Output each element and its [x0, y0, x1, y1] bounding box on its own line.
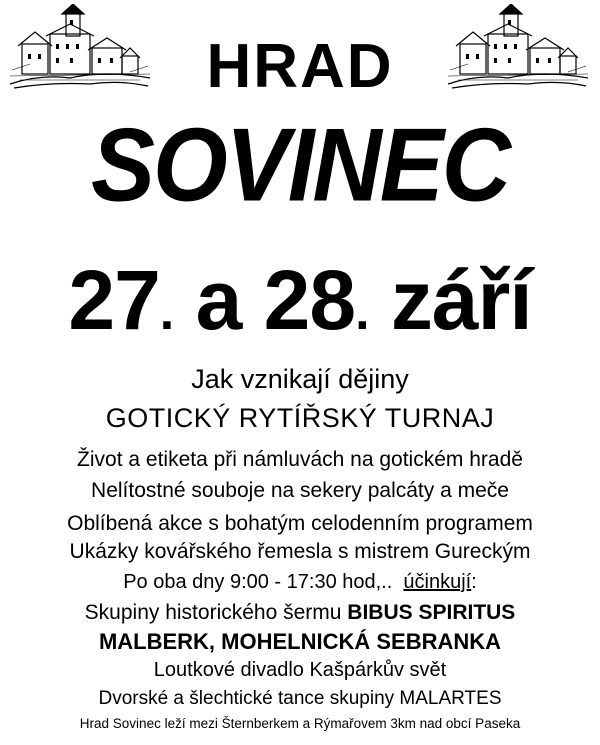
poster-title: SOVINEC [90, 107, 510, 224]
dance-line: Dvorské a šlechtické tance skupiny MALARTES [98, 688, 502, 709]
program-line-4: Ukázky kovářského řemesla s mistrem Gureckým [69, 540, 531, 563]
performers-line-2: MALBERK, MOHELNICKÁ SEBRANKA [98, 629, 502, 654]
hours-colon: : [471, 571, 477, 593]
date-month: září [390, 253, 532, 347]
hours-line [0, 572, 600, 592]
date-day-2: 28 [263, 253, 356, 347]
performers-text: Skupiny historického šermu [84, 601, 342, 624]
date-conjunction: a [195, 253, 242, 347]
date-dot-1: . [159, 283, 174, 341]
event-dates [0, 253, 600, 347]
date-day-1: 27 [68, 253, 160, 347]
subtitle-line: Jak vznikají dějiny [191, 364, 409, 394]
performers-name-1: BIBUS SPIRITUS [347, 601, 516, 624]
program-line-2: Nelítostné souboje na sekery palcáty a meče [91, 479, 509, 502]
program-line-1: Život a etiketa při námluvách na gotickém hradě [77, 448, 523, 471]
poster-heading: HRAD [206, 32, 394, 101]
date-dot-2: . [355, 283, 369, 341]
puppet-theatre-line: Loutkové divadlo Kašpárkův svět [153, 659, 447, 681]
program-line-3: Oblíbená akce s bohatým celodenním programem [67, 512, 533, 535]
performers-line-1 [0, 602, 600, 623]
location-line: Hrad Sovinec leží mezi Šternberkem a Rýmařovem 3km nad obcí Paseka [79, 716, 521, 731]
performers-link[interactable]: účinkují [403, 571, 472, 593]
tournament-line: GOTICKÝ RYTÍŘSKÝ TURNAJ [105, 403, 495, 433]
hours-text: Po oba dny 9:00 - 17:30 hod,.. [123, 571, 393, 593]
